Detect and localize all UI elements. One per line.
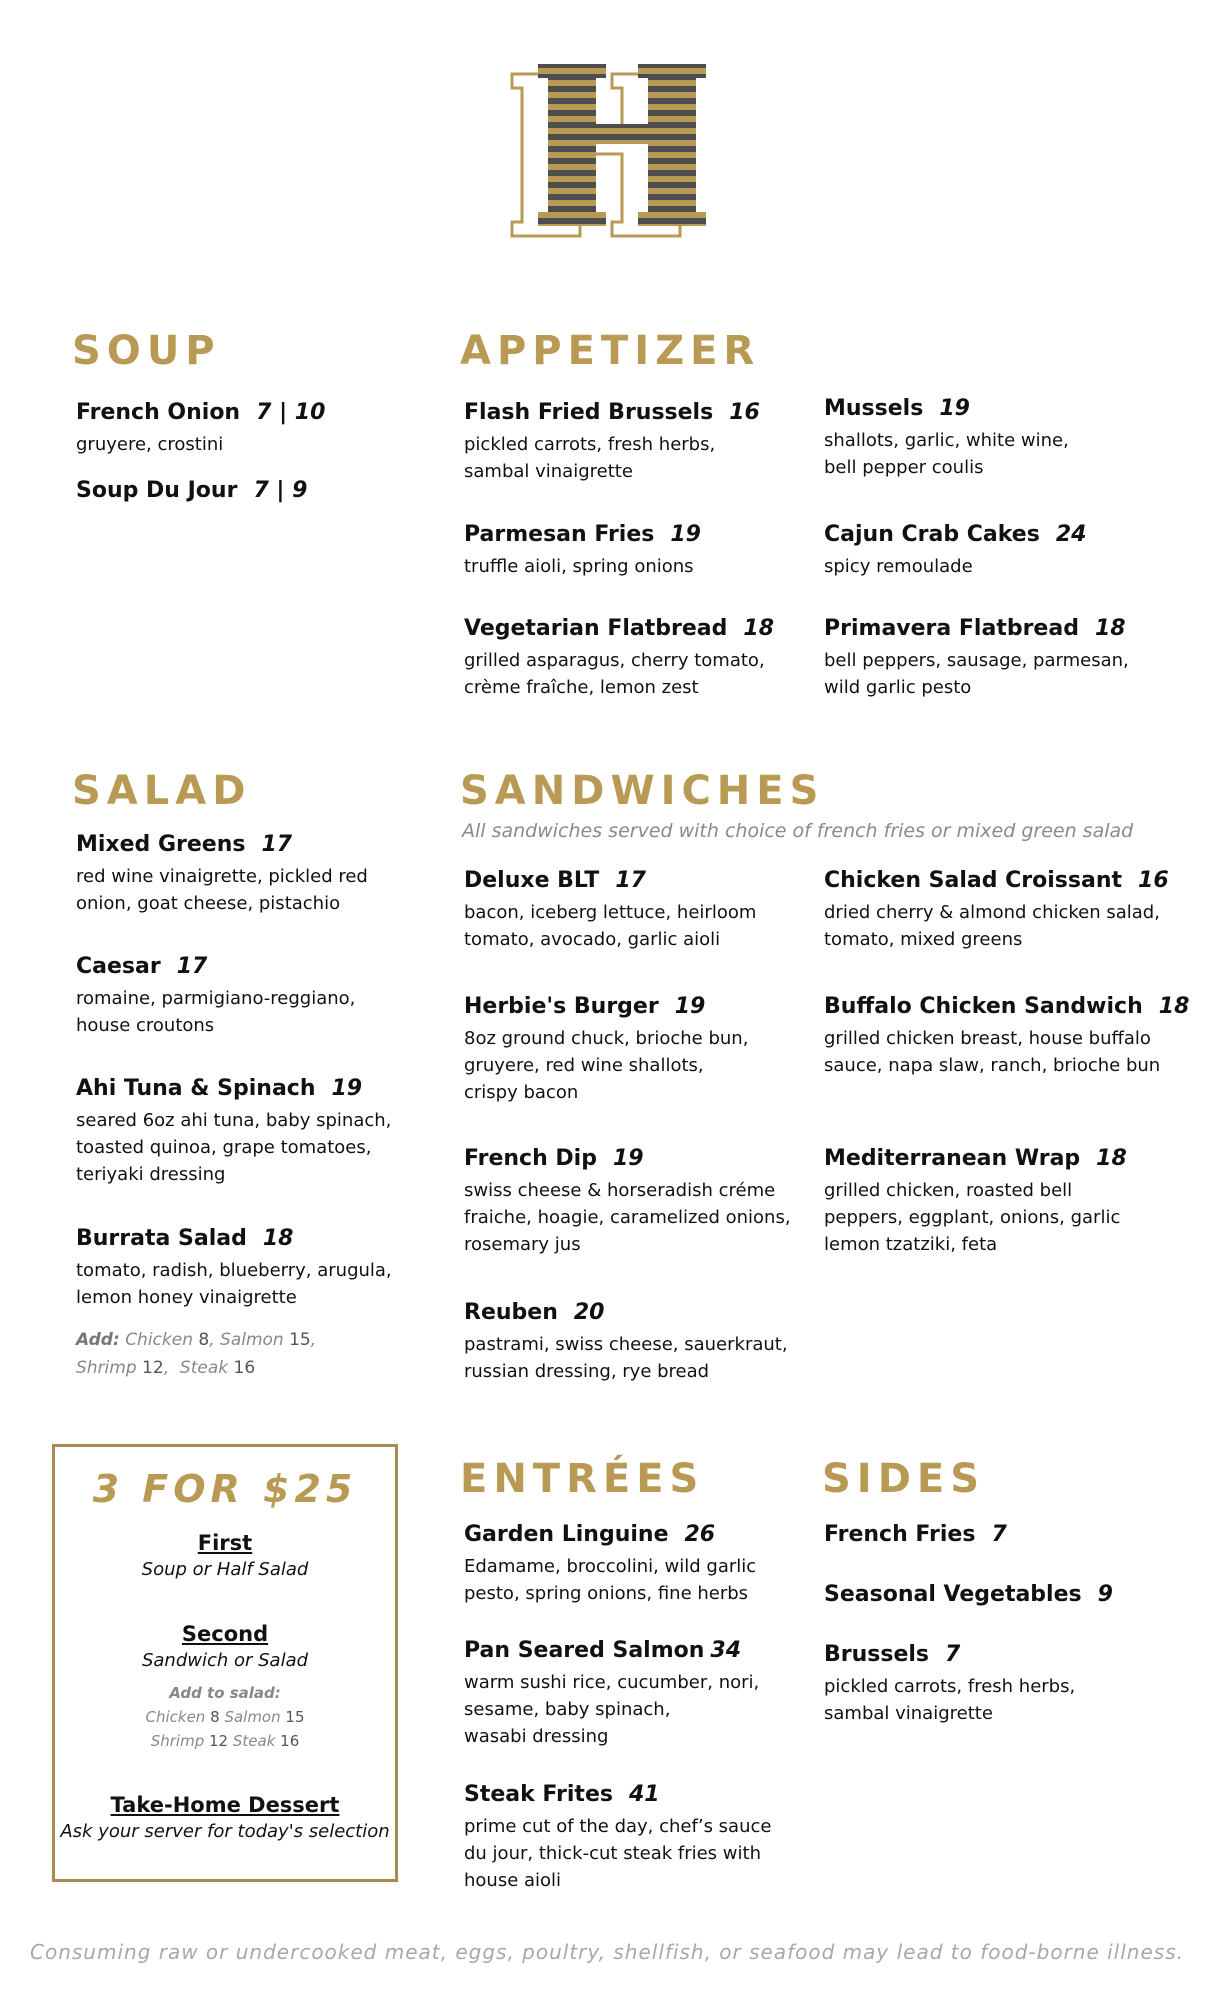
item-description: shallots, garlic, white wine, bell pepper coulis [824,430,1069,478]
promo-addon-shrimp-price: 12 [209,1732,229,1750]
item-description: 8oz ground chuck, brioche bun, gruyere, red wine shallots, crispy bacon [464,1028,749,1103]
promo-addon-steak-price: 16 [280,1732,300,1750]
promo-second-text: Sandwich or Salad [141,1650,309,1671]
item-name: Herbie's Burger [464,994,659,1019]
promo-title: 3 FOR $25 [92,1467,358,1511]
promo-dessert-label: Take-Home Dessert [110,1793,340,1817]
item-description: pastrami, swiss cheese, sauerkraut, russian dressing, rye bread [464,1334,788,1382]
menu-item [464,1146,791,1258]
menu-item [824,1582,1113,1607]
addons-label: Add: [76,1330,120,1350]
section-title-sides: SIDES [822,1456,986,1502]
menu-item [76,1226,392,1311]
item-name: French Onion [76,400,241,425]
item-description: grilled chicken breast, house buffalo sauce, napa slaw, ranch, brioche bun [824,1028,1161,1076]
item-name: Caesar [76,954,161,979]
item-description: red wine vinaigrette, pickled red onion, goat cheese, pistachio [76,866,368,914]
promo-dessert-text: Ask your server for today's selection [60,1821,390,1842]
item-name: Chicken Salad Croissant [824,868,1123,893]
menu-item [824,616,1129,701]
item-name: French Dip [464,1146,597,1171]
item-description: swiss cheese & horseradish créme fraiche, hoagie, caramelized onions, rosemary jus [464,1180,791,1255]
item-description: seared 6oz ahi tuna, baby spinach, toasted quinoa, grape tomatoes, teriyaki dressing [76,1110,392,1185]
item-price: 18 [1094,616,1126,641]
item-name: Mediterranean Wrap [824,1146,1081,1171]
item-description: romaine, parmigiano-reggiano, house croutons [76,988,356,1036]
item-price: 18 [262,1226,294,1251]
item-description: prime cut of the day, chef’s sauce du jour, thick-cut steak fries with house aioli [464,1816,772,1891]
item-description: bell peppers, sausage, parmesan, wild garlic pesto [824,650,1129,698]
promo-first-label: First [197,1531,253,1555]
promo-addon-salmon-price: 15 [285,1708,305,1726]
menu-item [464,1300,788,1385]
menu-item [464,994,748,1106]
item-description: grilled chicken, roasted bell peppers, eggplant, onions, garlic lemon tzatziki, feta [824,1180,1121,1255]
item-name: Soup Du Jour [76,478,238,503]
food-safety-disclaimer: Consuming raw or undercooked meat, eggs, poultry, shellfish, or seafood may lead to food-borne illness. [30,1940,1184,1964]
item-name: Vegetarian Flatbread [464,616,728,641]
item-description: grilled asparagus, cherry tomato, crème fraîche, lemon zest [464,650,765,698]
item-price: 17 [615,868,646,893]
promo-addon-shrimp: Shrimp [150,1732,205,1750]
item-description: Edamame, broccolini, wild garlic pesto, spring onions, fine herbs [464,1556,757,1604]
item-price: 17 [261,832,293,857]
promo-addons [55,1681,395,1753]
item-price: 19 [674,994,706,1019]
section-title-entrees: ENTRÉES [460,1456,705,1502]
item-name: French Fries [824,1522,976,1547]
menu-item [76,400,325,458]
item-name: Seasonal Vegetables [824,1582,1082,1607]
item-price: 18 [1096,1146,1127,1171]
item-price: 17 [176,954,208,979]
item-name: Deluxe BLT [464,868,600,893]
addon-shrimp: Shrimp [76,1358,137,1378]
item-price: 24 [1055,522,1087,547]
menu-item [824,1522,1007,1547]
item-name: Mixed Greens [76,832,246,857]
menu-item [464,1638,759,1750]
section-title-soup: SOUP [72,328,221,374]
menu-item [464,1782,771,1894]
promo-add-label: Add to salad: [169,1684,281,1702]
item-price: 19 [939,396,970,421]
item-name: Steak Frites [464,1782,613,1807]
item-price: 19 [331,1076,363,1101]
item-price: 7 | 10 [256,400,326,425]
menu-item [824,994,1189,1079]
menu-item [76,478,307,503]
item-name: Reuben [464,1300,558,1325]
promo-addon-chicken-price: 8 [210,1708,220,1726]
addon-chicken-price: 8 [198,1330,210,1350]
menu-item [464,400,760,485]
menu-item [464,522,701,580]
promo-second-label: Second [181,1622,269,1646]
item-name: Mussels [824,396,924,421]
sandwiches-note: All sandwiches served with choice of french fries or mixed green salad [462,820,1134,842]
item-price: 7 | 9 [253,478,308,503]
section-title-appetizer: APPETIZER [460,328,761,374]
item-price: 19 [612,1146,644,1171]
section-title-salad: SALAD [72,768,252,814]
item-price: 41 [628,1782,660,1807]
promo-addon-salmon: Salmon [224,1708,281,1726]
item-name: Garden Linguine [464,1522,669,1547]
item-description: truffle aioli, spring onions [464,556,694,577]
menu-item [76,954,355,1039]
item-name: Parmesan Fries [464,522,655,547]
section-title-sandwiches: SANDWICHES [460,768,825,814]
item-price: 18 [1158,994,1190,1019]
item-price: 34 [710,1638,742,1663]
promo-addon-steak: Steak [232,1732,276,1750]
salad-addons: Add: Chicken 8, Salmon 15, Shrimp 12, Steak 16 [76,1330,317,1378]
menu-item [76,1076,391,1188]
addon-chicken: Chicken [125,1330,193,1350]
item-name: Flash Fried Brussels [464,400,714,425]
menu-item [824,522,1086,580]
addon-salmon: Salmon [220,1330,284,1350]
addon-shrimp-price: 12 [142,1358,164,1378]
item-name: Pan Seared Salmon [464,1638,705,1663]
menu-item [76,832,368,917]
menu-item [464,616,774,701]
menu-item [824,868,1169,953]
item-price: 18 [743,616,775,641]
item-price: 20 [573,1300,605,1325]
item-price: 19 [670,522,701,547]
promo-first-text: Soup or Half Salad [141,1559,309,1580]
menu-item [824,396,1069,481]
item-description: bacon, iceberg lettuce, heirloom tomato, avocado, garlic aioli [464,902,757,950]
three-for-25-box [52,1444,398,1882]
item-name: Brussels [824,1642,930,1667]
menu-item [824,1642,1075,1727]
item-price: 9 [1097,1582,1113,1607]
item-price: 16 [1138,868,1169,893]
item-description: spicy remoulade [824,556,973,577]
menu-item [464,1522,756,1607]
item-price: 7 [991,1522,1007,1547]
addon-steak-price: 16 [233,1358,256,1378]
item-name: Cajun Crab Cakes [824,522,1040,547]
menu-item [824,1146,1127,1258]
promo-addon-chicken: Chicken [145,1708,206,1726]
item-name: Ahi Tuna & Spinach [76,1076,316,1101]
item-description: tomato, radish, blueberry, arugula, lemon honey vinaigrette [76,1260,392,1308]
item-name: Primavera Flatbread [824,616,1079,641]
item-description: warm sushi rice, cucumber, nori, sesame, baby spinach, wasabi dressing [464,1672,760,1747]
item-description: gruyere, crostini [76,434,224,455]
h-monogram-logo [510,62,710,240]
item-price: 26 [684,1522,716,1547]
addon-steak: Steak [179,1358,229,1378]
item-name: Burrata Salad [76,1226,247,1251]
item-description: dried cherry & almond chicken salad, tomato, mixed greens [824,902,1160,950]
addon-salmon-price: 15 [289,1330,311,1350]
item-name: Buffalo Chicken Sandwich [824,994,1143,1019]
item-description: pickled carrots, fresh herbs, sambal vinaigrette [824,1676,1076,1724]
menu-item [464,868,756,953]
item-price: 16 [729,400,760,425]
item-price: 7 [945,1642,961,1667]
item-description: pickled carrots, fresh herbs, sambal vinaigrette [464,434,716,482]
